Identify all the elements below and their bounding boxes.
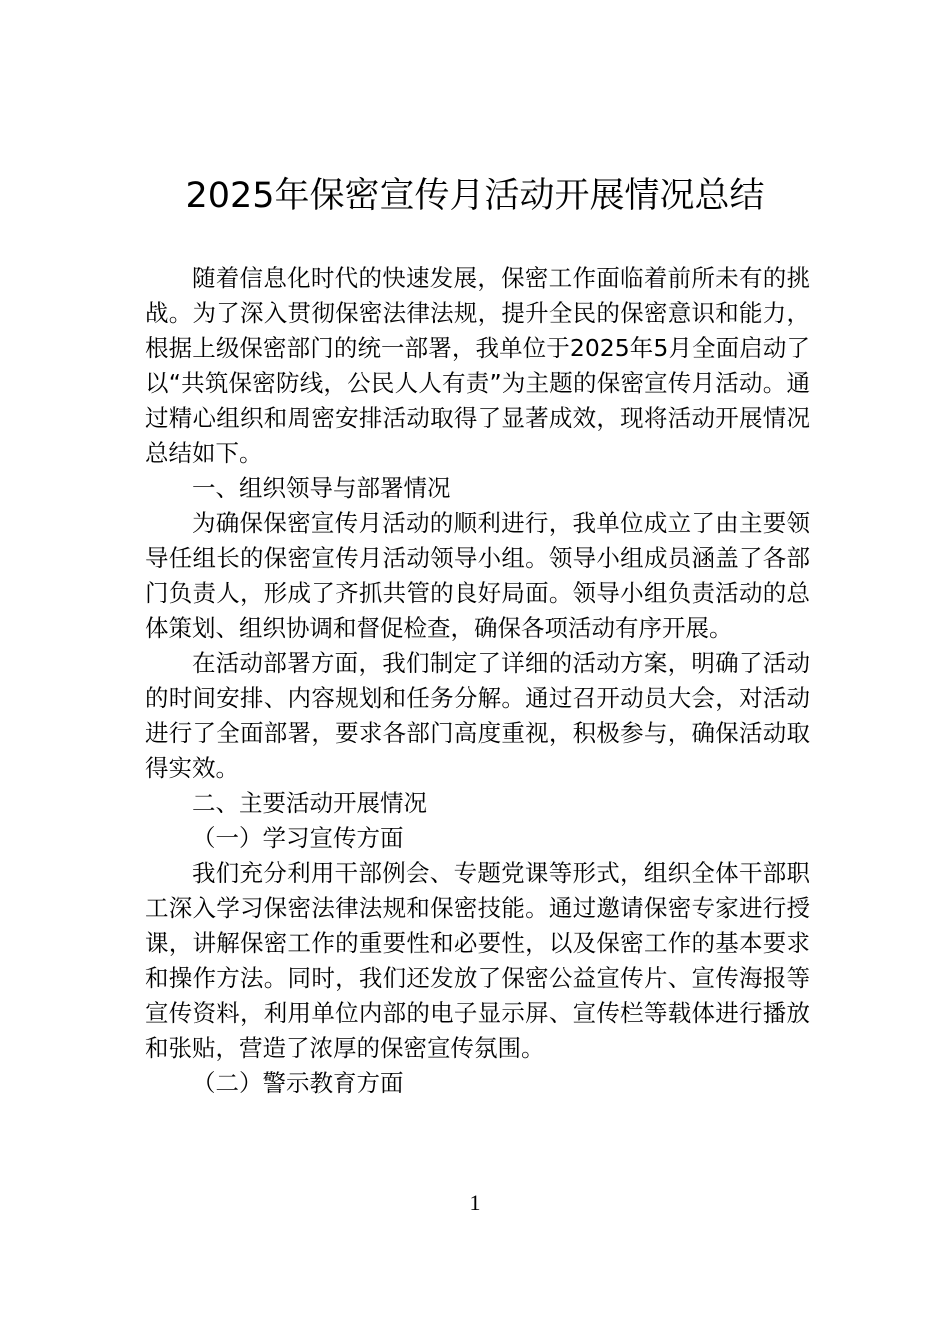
subsection-heading-warning-education: （二）警示教育方面 xyxy=(192,1069,404,1097)
section-heading-main-activities: 二、主要活动开展情况 xyxy=(192,789,427,817)
document-title: 2025年保密宣传月活动开展情况总结 xyxy=(185,176,765,216)
section-heading-organization: 一、组织领导与部署情况 xyxy=(192,474,451,502)
paragraph-activity-deployment: 在活动部署方面，我们制定了详细的活动方案，明确了活动的时间安排、内容规划和任务分解。通过召开动员大会，对活动进行了全面部署，要求各部门高度重视，积极参与，确保活动取得实效。 xyxy=(145,649,810,782)
paragraph-study-publicity: 我们充分利用干部例会、专题党课等形式，组织全体干部职工深入学习保密法律法规和保密技能。通过邀请保密专家进行授课，讲解保密工作的重要性和必要性，以及保密工作的基本要求和操作方法。同时，我们还发放了保密公益宣传片、宣传海报等宣传资料，利用单位内部的电子显示屏、宣传栏等载体进行播放和张贴，营造了浓厚的保密宣传氛围。 xyxy=(145,859,810,1062)
paragraph-leadership-group: 为确保保密宣传月活动的顺利进行，我单位成立了由主要领导任组长的保密宣传月活动领导小组。领导小组成员涵盖了各部门负责人，形成了齐抓共管的良好局面。领导小组负责活动的总体策划、组织协调和督促检查，确保各项活动有序开展。 xyxy=(145,509,810,642)
paragraph-intro: 随着信息化时代的快速发展，保密工作面临着前所未有的挑战。为了深入贯彻保密法律法规，提升全民的保密意识和能力，根据上级保密部门的统一部署，我单位于2025年5月全面启动了以“共筑保密防线，公民人人有责”为主题的保密宣传月活动。通过精心组织和周密安排活动取得了显著成效，现将活动开展情况总结如下。 xyxy=(145,264,810,467)
document-body xyxy=(145,261,810,1101)
subsection-heading-study-publicity: （一）学习宣传方面 xyxy=(192,824,404,852)
page-number: 1 xyxy=(469,1190,481,1215)
